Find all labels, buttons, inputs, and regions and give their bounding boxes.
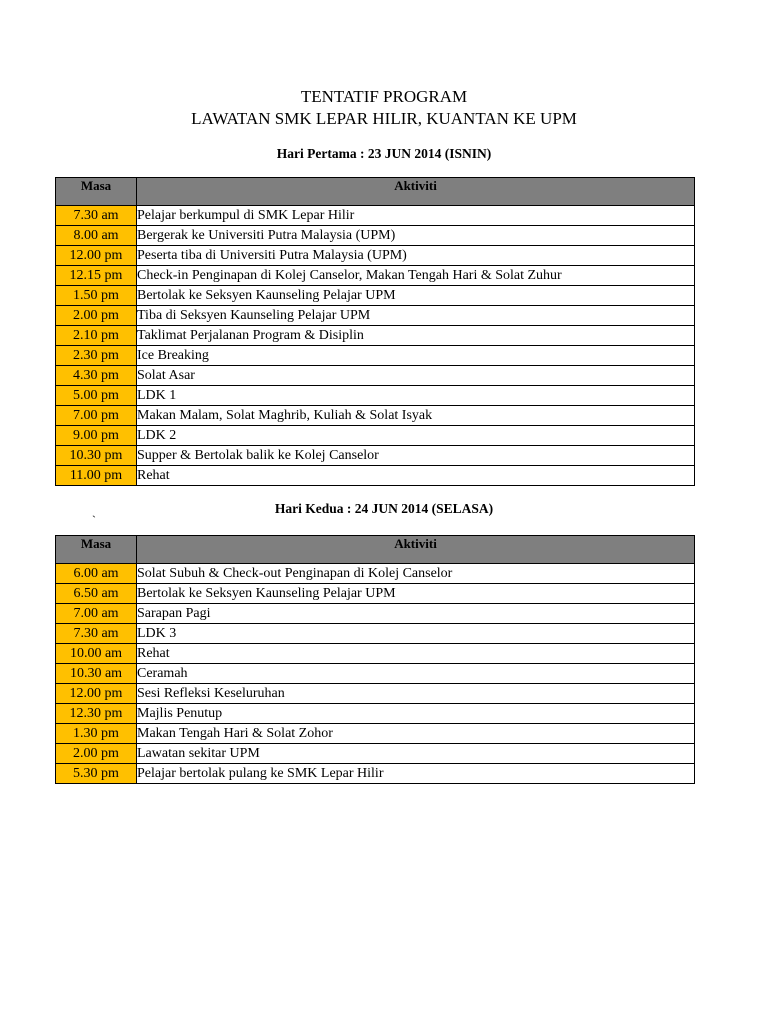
activity-cell: Bertolak ke Seksyen Kaunseling Pelajar UPM [137,584,695,604]
day2-heading: Hari Kedua : 24 JUN 2014 (SELASA) [274,501,494,516]
table-row [56,386,695,406]
time-cell: 6.50 am [56,584,137,604]
time-cell: 8.00 am [56,226,137,246]
table-row [56,346,695,366]
time-cell: 2.30 pm [56,346,137,366]
aktiviti-column-header: Aktiviti [137,536,695,564]
table-row [56,446,695,466]
time-cell: 12.30 pm [56,704,137,724]
table-row [56,604,695,624]
time-cell: 1.30 pm [56,724,137,744]
time-cell: 10.00 am [56,644,137,664]
activity-cell: Supper & Bertolak balik ke Kolej Canselor [137,446,695,466]
time-cell: 7.30 am [56,624,137,644]
table-row [56,644,695,664]
day1-schedule-table [55,177,695,486]
activity-cell: Solat Asar [137,366,695,386]
table-row [56,406,695,426]
table-row [56,226,695,246]
time-cell: 10.30 am [56,664,137,684]
activity-cell: Ceramah [137,664,695,684]
day2-schedule-table [55,535,695,784]
table-header-row [56,178,695,206]
time-cell: 10.30 pm [56,446,137,466]
day1-heading: Hari Pertama : 23 JUN 2014 (ISNIN) [276,146,492,161]
activity-cell: Tiba di Seksyen Kaunseling Pelajar UPM [137,306,695,326]
activity-cell: LDK 3 [137,624,695,644]
table-row [56,764,695,784]
table-row [56,664,695,684]
aktiviti-column-header: Aktiviti [137,178,695,206]
activity-cell: Makan Malam, Solat Maghrib, Kuliah & Solat Isyak [137,406,695,426]
time-cell: 7.30 am [56,206,137,226]
time-cell: 2.00 pm [56,306,137,326]
masa-column-header: Masa [56,536,137,564]
time-cell: 4.30 pm [56,366,137,386]
table-row [56,724,695,744]
activity-cell: Check-in Penginapan di Kolej Canselor, Makan Tengah Hari & Solat Zuhur [137,266,695,286]
activity-cell: Rehat [137,466,695,486]
activity-cell: Sarapan Pagi [137,604,695,624]
activity-cell: Pelajar berkumpul di SMK Lepar Hilir [137,206,695,226]
table-row [56,584,695,604]
table-row [56,366,695,386]
time-cell: 12.15 pm [56,266,137,286]
activity-cell: Rehat [137,644,695,664]
activity-cell: Solat Subuh & Check-out Penginapan di Kolej Canselor [137,564,695,584]
time-cell: 2.10 pm [56,326,137,346]
masa-column-header: Masa [56,178,137,206]
time-cell: 12.00 pm [56,684,137,704]
table-row [56,624,695,644]
activity-cell: LDK 2 [137,426,695,446]
table-row [56,466,695,486]
table-row [56,426,695,446]
time-cell: 11.00 pm [56,466,137,486]
activity-cell: Bergerak ke Universiti Putra Malaysia (UPM) [137,226,695,246]
time-cell: 2.00 pm [56,744,137,764]
time-cell: 6.00 am [56,564,137,584]
document-title: TENTATIF PROGRAM [300,87,468,106]
time-cell: 5.00 pm [56,386,137,406]
table-row [56,744,695,764]
document-subtitle: LAWATAN SMK LEPAR HILIR, KUANTAN KE UPM [191,109,577,128]
activity-cell: Taklimat Perjalanan Program & Disiplin [137,326,695,346]
table-row [56,286,695,306]
table-row [56,246,695,266]
stray-mark: ` [92,513,96,527]
activity-cell: Ice Breaking [137,346,695,366]
activity-cell: Peserta tiba di Universiti Putra Malaysia (UPM) [137,246,695,266]
time-cell: 7.00 am [56,604,137,624]
table-row [56,306,695,326]
table-row [56,684,695,704]
activity-cell: Bertolak ke Seksyen Kaunseling Pelajar UPM [137,286,695,306]
table-row [56,704,695,724]
table-header-row [56,536,695,564]
table-row [56,564,695,584]
activity-cell: Pelajar bertolak pulang ke SMK Lepar Hilir [137,764,695,784]
table-row [56,266,695,286]
time-cell: 1.50 pm [56,286,137,306]
activity-cell: Majlis Penutup [137,704,695,724]
activity-cell: Lawatan sekitar UPM [137,744,695,764]
table-row [56,206,695,226]
time-cell: 7.00 pm [56,406,137,426]
activity-cell: Sesi Refleksi Keseluruhan [137,684,695,704]
activity-cell: LDK 1 [137,386,695,406]
time-cell: 9.00 pm [56,426,137,446]
time-cell: 12.00 pm [56,246,137,266]
table-row [56,326,695,346]
activity-cell: Makan Tengah Hari & Solat Zohor [137,724,695,744]
time-cell: 5.30 pm [56,764,137,784]
